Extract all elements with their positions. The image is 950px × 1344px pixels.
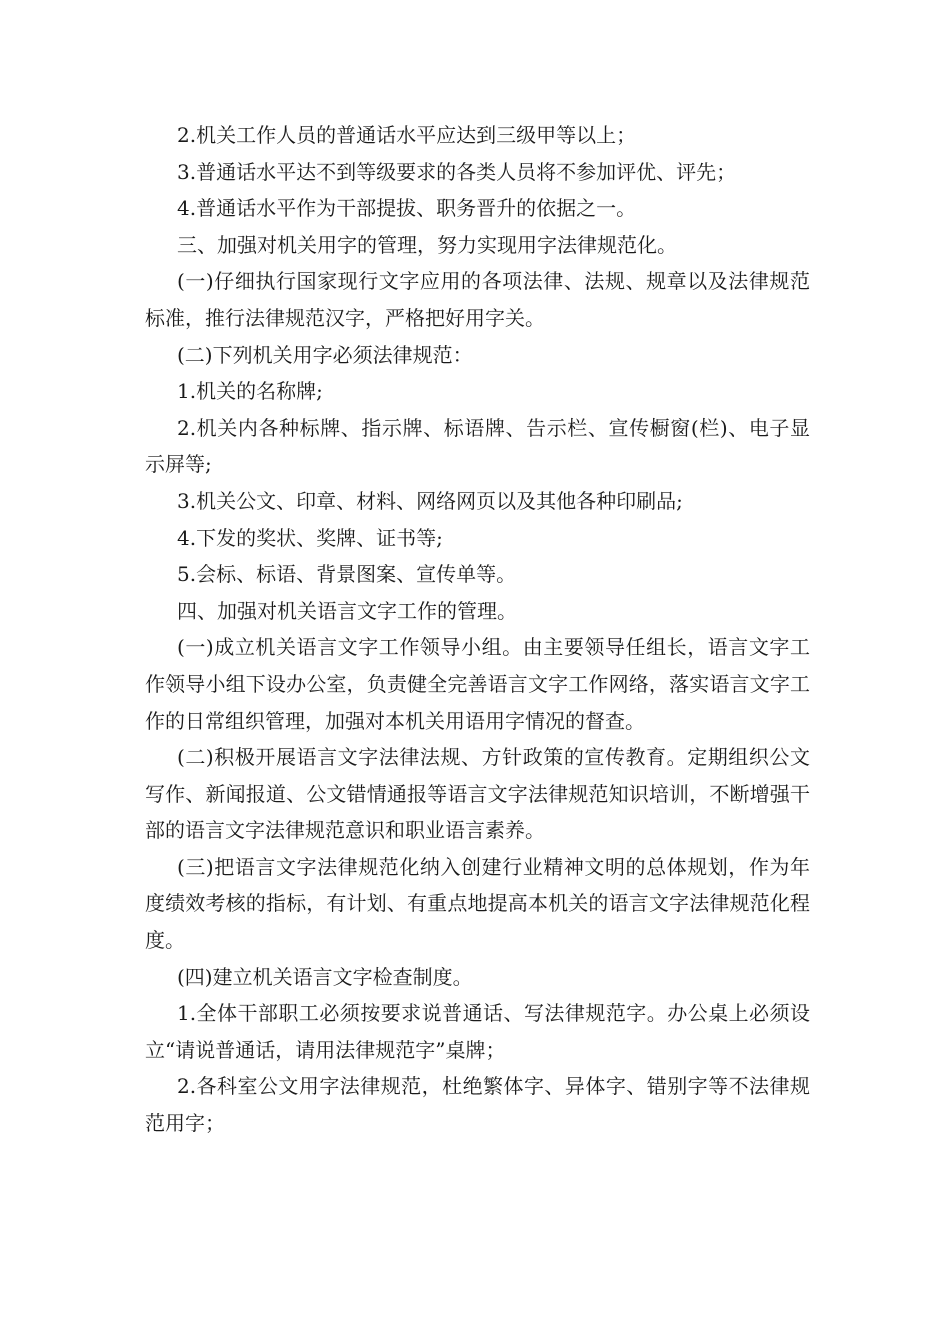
paragraph-subsection-3b: (三)把语言文字法律规范化纳入创建行业精神文明的总体规划，作为年度绩效考核的指标，有计划、有重点地提高本机关的语言文字法律规范化程度。 [145, 854, 810, 953]
paragraph-list-item-3: 3.机关公文、印章、材料、网络网页以及其他各种印刷品; [177, 488, 683, 513]
paragraph-subsection-1b: (一)成立机关语言文字工作领导小组。由主要领导任组长，语言文字工作领导小组下设办公室，负责健全完善语言文字工作网络，落实语言文字工作的日常组织管理，加强对本机关用语用字情况的督查。 [145, 635, 810, 733]
paragraph-subsection-2: (二)下列机关用字必须法律规范： [177, 342, 473, 367]
paragraph-check-item-1: 1.全体干部职工必须按要求说普通话、写法律规范字。办公桌上必须设立“请说普通话，请用法律规范字”桌牌； [145, 1001, 810, 1062]
paragraph-list-item-4: 4.下发的奖状、奖牌、证书等; [177, 525, 443, 550]
document-body [145, 117, 810, 1142]
paragraph-item-3: 3.普通话水平达不到等级要求的各类人员将不参加评优、评先； [177, 159, 737, 184]
paragraph-list-item-1: 1.机关的名称牌; [177, 379, 323, 404]
section-heading-4: 四、加强对机关语言文字工作的管理。 [177, 598, 517, 623]
paragraph-list-item-5: 5.会标、标语、背景图案、宣传单等。 [177, 562, 517, 587]
paragraph-subsection-2b: (二)积极开展语言文字法律法规、方针政策的宣传教育。定期组织公文写作、新闻报道、公文错情通报等语言文字法律规范知识培训，不断增强干部的语言文字法律规范意识和职业语言素养。 [145, 745, 810, 843]
paragraph-check-item-2: 2.各科室公文用字法律规范，杜绝繁体字、异体字、错别字等不法律规范用字； [145, 1074, 810, 1136]
paragraph-subsection-4b: (四)建立机关语言文字检查制度。 [177, 964, 473, 989]
paragraph-list-item-2: 2.机关内各种标牌、指示牌、标语牌、告示栏、宣传橱窗(栏)、电子显示屏等; [145, 415, 810, 477]
paragraph-subsection-1: (一)仔细执行国家现行文字应用的各项法律、法规、规章以及法律规范标准，推行法律规范汉字，严格把好用字关。 [145, 269, 810, 330]
paragraph-item-4: 4.普通话水平作为干部提拔、职务晋升的依据之一。 [177, 196, 637, 221]
section-heading-3: 三、加强对机关用字的管理，努力实现用字法律规范化。 [177, 232, 677, 257]
paragraph-item-2: 2.机关工作人员的普通话水平应达到三级甲等以上； [177, 123, 637, 147]
